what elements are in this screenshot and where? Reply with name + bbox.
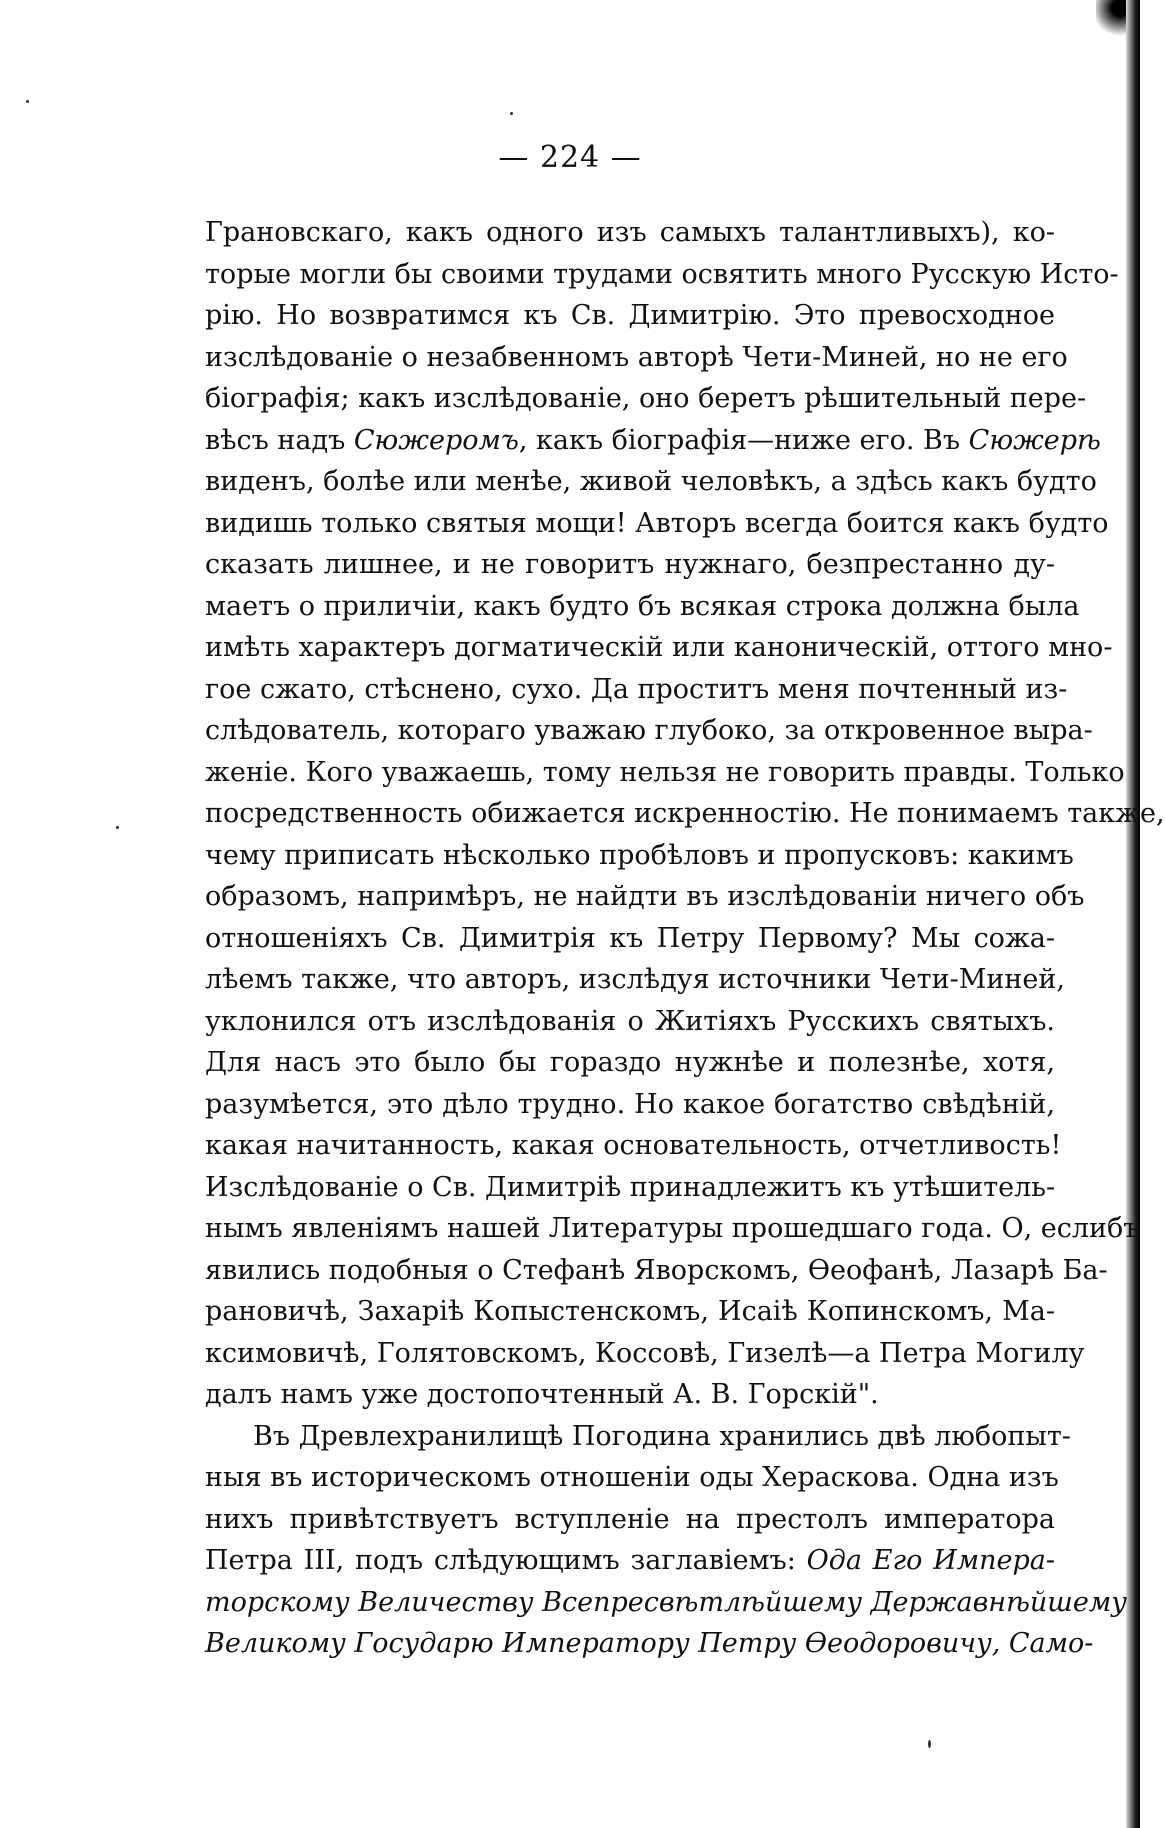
text-line <box>205 1125 1062 1167</box>
text-line <box>205 1291 1055 1333</box>
scan-speck <box>510 112 513 115</box>
text-run: разумѣется, это дѣло трудно. Но какое богатство свѣдѣній, <box>205 1088 1055 1120</box>
text-line <box>205 1250 1108 1292</box>
text-run: вѣсъ надъ <box>205 424 354 456</box>
text-run: лѣемъ также, что авторъ, изслѣдуя источники Чети-Миней, <box>205 964 1065 995</box>
text-line <box>205 1457 1059 1499</box>
text-line <box>205 710 1093 752</box>
text-run: уклонился отъ изслѣдованія о Житіяхъ Русскихъ святыхъ. <box>205 1005 1055 1037</box>
text-run: изслѣдованіе о незабвенномъ авторѣ Чети-Миней, но не его <box>205 341 1068 373</box>
scan-speck <box>26 100 29 103</box>
text-run: отношеніяхъ Св. Димитрія къ Петру Первому? Мы сожа- <box>205 922 1055 954</box>
text-line <box>205 503 1109 545</box>
text-line <box>205 544 1055 586</box>
text-line <box>205 1333 1085 1375</box>
text-run: рію. Но возвратимся къ Св. Димитрію. Это превосходное <box>205 300 1055 331</box>
text-line <box>205 254 1119 296</box>
text-line <box>205 1416 1071 1458</box>
text-run: гое сжато, стѣснено, сухо. Да проститъ меня почтенный из- <box>205 673 1068 705</box>
text-line <box>205 835 1074 877</box>
italic-text: Великому Государю Императору Петру Ѳеодоровичу, Само- <box>205 1628 1094 1659</box>
text-line <box>205 1001 1055 1043</box>
text-line <box>205 1499 1055 1541</box>
text-line <box>205 669 1068 711</box>
text-line <box>205 752 1125 794</box>
text-run: рановичѣ, Захаріѣ Копыстенскомъ, Исаіѣ Копинскомъ, Ма- <box>205 1296 1055 1327</box>
text-run: посредственность обижается искренностію. Не понимаемъ также, <box>205 798 1165 829</box>
text-line <box>205 212 1055 254</box>
text-run: чему приписать нѣсколько пробѣловъ и пропусковъ: какимъ <box>205 839 1074 871</box>
text-run: Изслѣдованіе о Св. Димитріѣ принадлежитъ къ утѣшитель- <box>205 1171 1056 1203</box>
text-run: нихъ привѣтствуетъ вступленіе на престолъ императора <box>205 1503 1055 1535</box>
page-number: — 224 — <box>498 140 642 175</box>
text-run: какая начитанность, какая основательность, отчетливость! <box>205 1130 1062 1161</box>
text-run: образомъ, напримѣръ, не найдти въ изслѣдованіи ничего объ <box>205 881 1085 912</box>
italic-text: Сюжерѣ <box>968 424 1101 456</box>
text-line <box>205 1374 1055 1416</box>
text-run: сказать лишнее, и не говоритъ нужнаго, безпрестанно ду- <box>205 549 1055 580</box>
body-text <box>205 212 1165 1665</box>
text-run: , какъ біографія—ниже его. Въ <box>518 424 969 456</box>
text-run: маетъ о приличіи, какъ будто бъ всякая строка должна была <box>205 590 1080 622</box>
text-line <box>205 420 1101 462</box>
scan-page-edge <box>1126 0 1140 1828</box>
text-line <box>205 1582 1127 1624</box>
text-run: біографія; какъ изслѣдованіе, оно беретъ рѣшительный пере- <box>205 383 1087 414</box>
scan-ink-blot <box>1096 0 1126 40</box>
text-line <box>205 1208 1141 1250</box>
text-run: слѣдователь, котораго уважаю глубоко, за откровенное выра- <box>205 715 1093 746</box>
text-line <box>205 627 1113 669</box>
text-line <box>205 1540 1055 1582</box>
text-line <box>205 337 1068 379</box>
italic-text: торскому Величеству Всепресвѣтлѣйшему Державнѣйшему <box>205 1586 1127 1618</box>
text-line <box>205 461 1097 503</box>
text-run: торые могли бы своими трудами освятить много Русскую Исто- <box>205 258 1119 290</box>
italic-text: Ода Его Импера- <box>806 1545 1055 1576</box>
text-run: виденъ, болѣе или менѣе, живой человѣкъ, а здѣсь какъ будто <box>205 466 1097 497</box>
text-line <box>205 378 1087 420</box>
text-line <box>205 1042 1055 1084</box>
scan-speck <box>928 1740 931 1748</box>
text-run: женіе. Кого уважаешь, тому нельзя не говорить правды. Только <box>205 756 1125 788</box>
text-run: нымъ явленіямъ нашей Литературы прошедшаго года. О, еслибъ <box>205 1213 1141 1244</box>
text-line <box>205 295 1055 337</box>
text-run: видишь только святыя мощи! Авторъ всегда боится какъ будто <box>205 507 1109 539</box>
text-line <box>205 959 1065 1001</box>
text-run: имѣть характеръ догматическій или каноническій, оттого мно- <box>205 632 1113 663</box>
scan-speck <box>116 826 119 829</box>
text-run: Грановскаго, какъ одного изъ самыхъ талантливыхъ), ко- <box>205 217 1055 248</box>
text-run: Петра III, подъ слѣдующимъ заглавіемъ: <box>205 1545 807 1576</box>
text-line <box>205 1084 1055 1126</box>
text-run: далъ намъ уже достопочтенный А. В. Горскій". <box>205 1379 879 1410</box>
text-run: ныя въ историческомъ отношеніи оды Хераскова. Одна изъ <box>205 1462 1059 1493</box>
text-line <box>205 918 1055 960</box>
italic-text: Сюжеромъ <box>353 424 519 456</box>
text-line <box>205 586 1080 628</box>
text-line <box>205 876 1085 918</box>
text-run: Въ Древлехранилищѣ Погодина хранились двѣ любопыт- <box>253 1420 1071 1452</box>
text-line <box>205 1167 1055 1209</box>
text-line <box>205 1623 1094 1665</box>
text-line <box>205 793 1165 835</box>
text-run: ксимовичѣ, Голятовскомъ, Коссовѣ, Гизелѣ—а Петра Могилу <box>205 1337 1085 1369</box>
text-run: явились подобныя о Стефанѣ Яворскомъ, Ѳеофанѣ, Лазарѣ Ба- <box>205 1254 1108 1286</box>
text-run: Для насъ это было бы гораздо нужнѣе и полезнѣе, хотя, <box>205 1047 1055 1078</box>
